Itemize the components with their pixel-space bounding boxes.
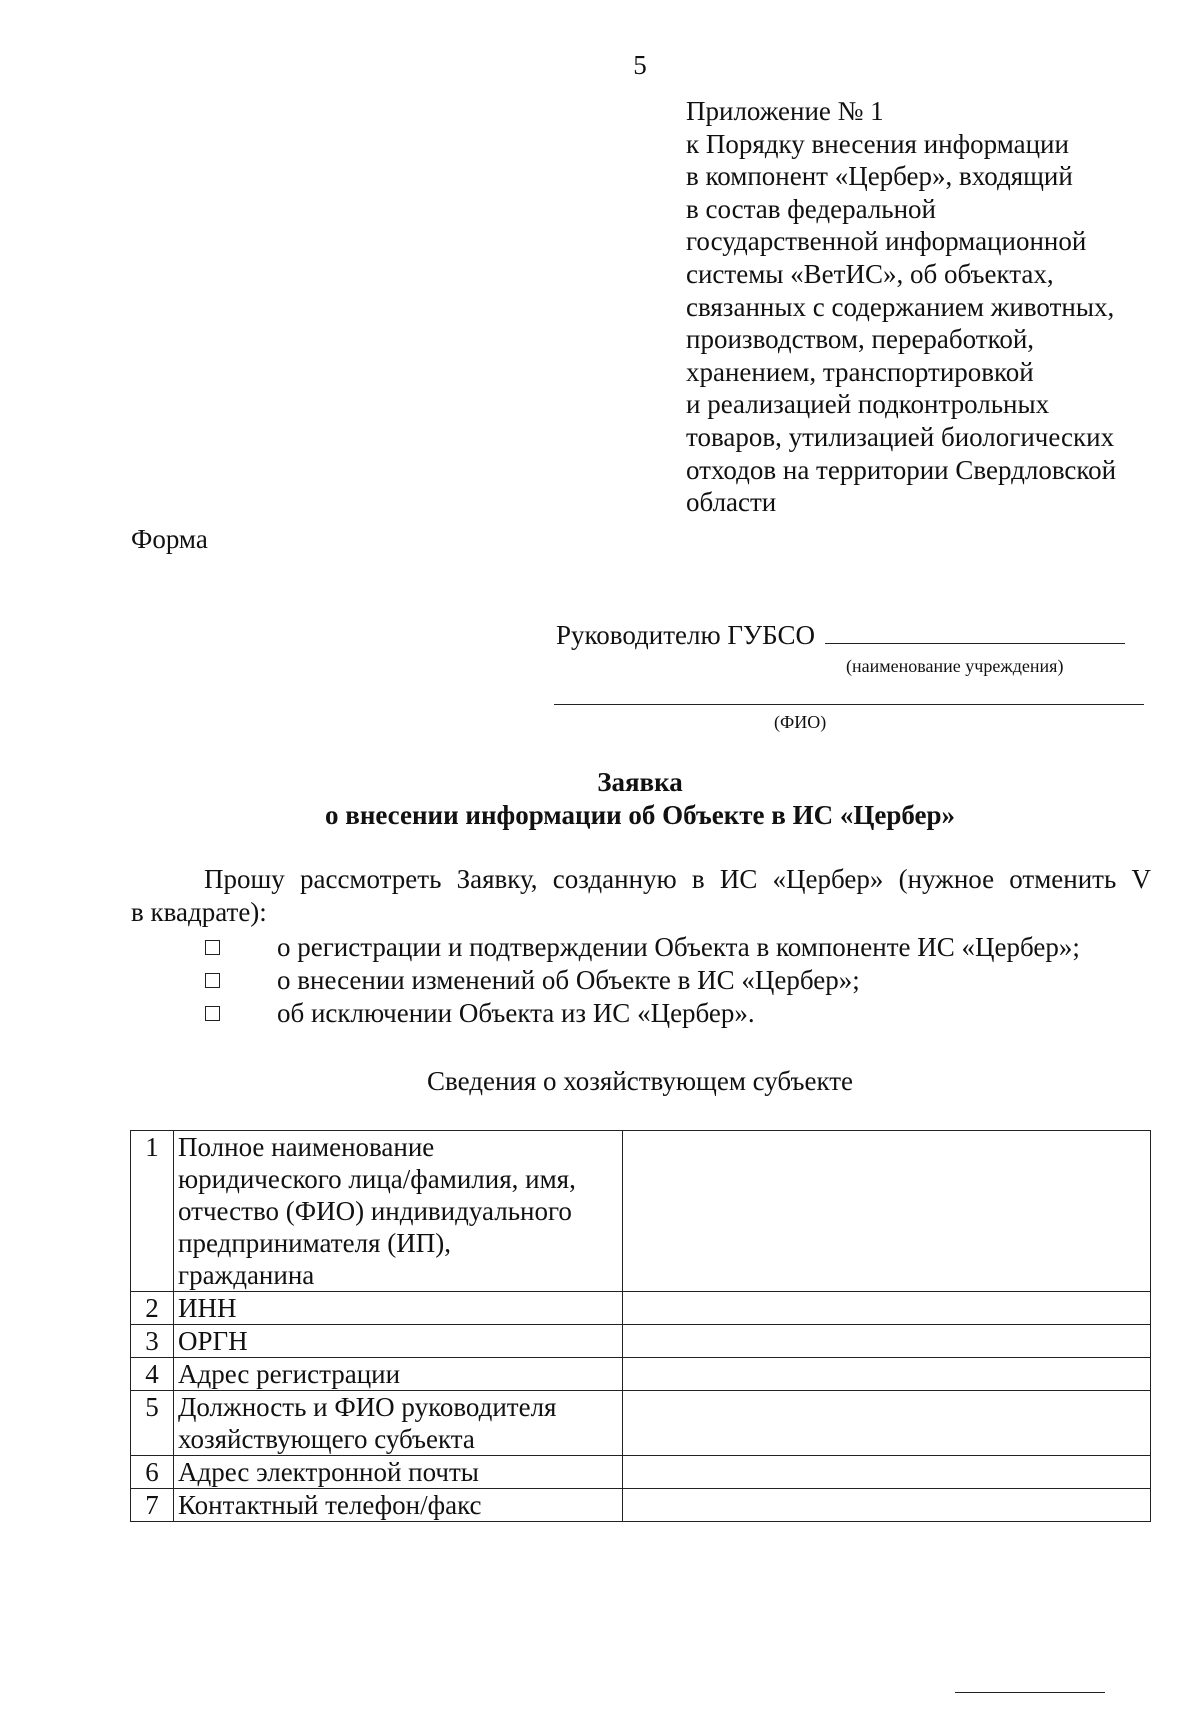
title-line-1: Заявка <box>597 767 683 797</box>
row-number: 1 <box>131 1131 174 1292</box>
appendix-line: к Порядку внесения информации <box>686 128 1069 159</box>
row-label <box>174 1456 623 1489</box>
document-title <box>130 766 1150 832</box>
organization-blank[interactable] <box>825 621 1125 644</box>
row-label <box>174 1358 623 1391</box>
row-value-cell[interactable] <box>623 1358 1151 1391</box>
row-number: 3 <box>131 1325 174 1358</box>
option-label: о регистрации и подтверждении Объекта в компоненте ИС «Цербер»; <box>277 932 1080 962</box>
row-number: 6 <box>131 1456 174 1489</box>
row-label-line: Полное наименование <box>178 1132 435 1162</box>
row-number: 2 <box>131 1292 174 1325</box>
row-label <box>174 1325 623 1358</box>
row-label-line: гражданина <box>178 1260 315 1290</box>
appendix-line: в состав федеральной <box>686 193 937 224</box>
appendix-line: области <box>686 487 777 518</box>
row-label <box>174 1292 623 1325</box>
row-label-line: хозяйствующего субъекта <box>178 1424 475 1454</box>
appendix-line: государственной информационной <box>686 226 1087 257</box>
row-value-cell[interactable] <box>623 1325 1151 1358</box>
row-label-line: юридического лица/фамилия, имя, <box>178 1164 576 1194</box>
row-value-cell[interactable] <box>623 1489 1151 1522</box>
page-number: 5 <box>633 50 647 80</box>
appendix-line: товаров, утилизацией биологических <box>686 421 1115 452</box>
row-label <box>174 1489 623 1522</box>
row-label-line: Адрес электронной почты <box>178 1457 479 1487</box>
appendix-line: и реализацией подконтрольных <box>686 389 1050 420</box>
table-row <box>131 1391 1151 1456</box>
row-label-line: ОРГН <box>178 1326 248 1356</box>
row-number: 7 <box>131 1489 174 1522</box>
form-label: Форма <box>131 524 208 554</box>
organization-hint: (наименование учреждения) <box>846 656 1064 676</box>
row-value-cell[interactable] <box>623 1391 1151 1456</box>
appendix-line: связанных с содержанием животных, <box>686 291 1115 322</box>
table-row <box>131 1358 1151 1391</box>
row-label-line: отчество (ФИО) индивидуального <box>178 1196 572 1226</box>
addressee-line <box>556 620 1125 651</box>
fio-blank[interactable] <box>554 704 1144 705</box>
row-value-cell[interactable] <box>623 1292 1151 1325</box>
section-title: Сведения о хозяйствующем субъекте <box>427 1066 853 1096</box>
table-row <box>131 1131 1151 1292</box>
table-row <box>131 1292 1151 1325</box>
option-label: о внесении изменений об Объекте в ИС «Цербер»; <box>277 965 860 995</box>
appendix-note <box>686 95 1186 519</box>
option-changes[interactable] <box>200 964 1080 997</box>
title-line-2: о внесении информации об Объекте в ИС «Цербер» <box>324 800 956 830</box>
appendix-line: в компонент «Цербер», входящий <box>686 161 1073 192</box>
footer-rule <box>955 1692 1105 1693</box>
request-paragraph <box>131 863 1151 929</box>
entity-info-table <box>130 1130 1151 1522</box>
row-value-cell[interactable] <box>623 1131 1151 1292</box>
row-label-line: Адрес регистрации <box>178 1359 401 1389</box>
option-exclusion[interactable] <box>200 997 1080 1030</box>
checkbox-icon[interactable] <box>205 940 220 955</box>
appendix-line: производством, переработкой, <box>686 324 1035 355</box>
row-number: 4 <box>131 1358 174 1391</box>
request-line-2: в квадрате): <box>131 897 267 927</box>
row-label-line: ИНН <box>178 1293 237 1323</box>
table-row <box>131 1489 1151 1522</box>
appendix-line: отходов на территории Свердловской <box>686 454 1117 485</box>
appendix-line: Приложение № 1 <box>686 96 884 126</box>
row-label-line: Контактный телефон/факс <box>178 1490 482 1520</box>
row-label <box>174 1131 623 1292</box>
fio-hint: (ФИО) <box>774 712 827 732</box>
request-options <box>200 931 1080 1030</box>
option-registration[interactable] <box>200 931 1080 964</box>
appendix-line: хранением, транспортировкой <box>686 356 1034 387</box>
row-label <box>174 1391 623 1456</box>
table-row <box>131 1456 1151 1489</box>
row-value-cell[interactable] <box>623 1456 1151 1489</box>
row-number: 5 <box>131 1391 174 1456</box>
row-label-line: Должность и ФИО руководителя <box>178 1392 557 1422</box>
checkbox-icon[interactable] <box>205 1006 220 1021</box>
checkbox-icon[interactable] <box>205 973 220 988</box>
table-row <box>131 1325 1151 1358</box>
appendix-line: системы «ВетИС», об объектах, <box>686 258 1054 289</box>
option-label: об исключении Объекта из ИС «Цербер». <box>277 998 755 1028</box>
row-label-line: предпринимателя (ИП), <box>178 1228 451 1258</box>
addressee-label: Руководителю ГУБСО <box>556 620 815 650</box>
request-line-1: Прошу рассмотреть Заявку, созданную в ИС «Цербер» (нужное отменить V <box>204 864 1151 894</box>
